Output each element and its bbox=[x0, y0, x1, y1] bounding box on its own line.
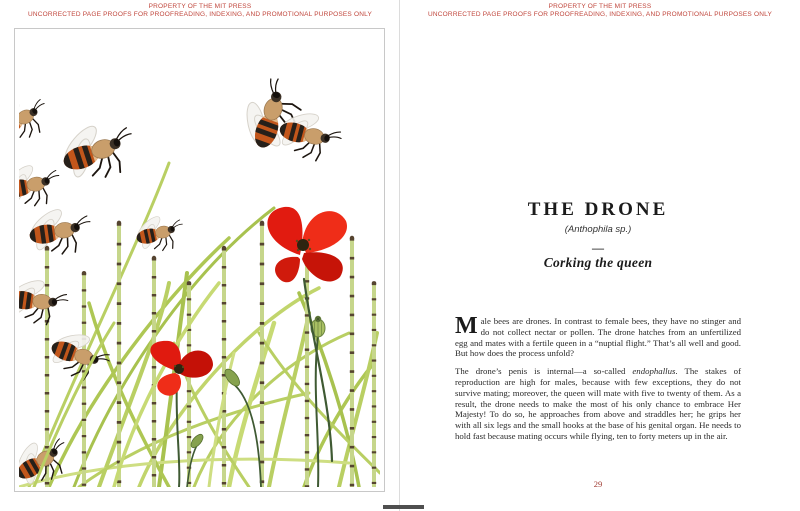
paragraph-text: The drone’s penis is internal—a so-called bbox=[455, 366, 633, 377]
right-page bbox=[400, 0, 800, 511]
paragraph-italic-term: endophallus bbox=[632, 366, 676, 377]
paragraph-text: . The stakes of reproduction are high for males, because with few exceptions, they do not survive mating; moreover, the queen will mate with five to twenty of them. As a result, the drone needs to make the most of his only chance to embrace Her Majesty! To do so, he approaches from above and straddles her; he grips her with all six legs and the small hooks at the base of his genital organ. He needs to hold fast because mating occurs while flying, ten to forty meters up in the air. bbox=[455, 366, 741, 441]
bee-illustration bbox=[19, 87, 187, 487]
title-divider: — bbox=[592, 241, 604, 255]
paragraph bbox=[455, 366, 741, 442]
chapter-title: THE DRONE bbox=[527, 199, 669, 220]
proof-notice-left bbox=[0, 3, 400, 19]
proof-notice-line2: UNCORRECTED PAGE PROOFS FOR PROOFREADING, INDEXING, AND PROMOTIONAL PURPOSES ONLY bbox=[27, 11, 372, 18]
proof-notice-line1: PROPERTY OF THE MIT PRESS bbox=[148, 3, 252, 10]
drop-cap: M bbox=[455, 313, 478, 339]
paragraph-text: ale bees are drones. In contrast to female bees, they have no stinger and do not collect nectar or pollen. The drone hatches from an unfertilized egg and mates with a fertile queen in a “nuptial flight.” That’s all well and good. But how does the process unfold? bbox=[455, 316, 741, 359]
illustration-frame bbox=[14, 28, 385, 492]
page-number: 29 bbox=[593, 479, 603, 489]
paragraph bbox=[455, 313, 741, 359]
bee-poppy-illustration bbox=[19, 33, 380, 487]
mating-bees-illustration bbox=[231, 71, 346, 166]
section-title: Corking the queen bbox=[543, 255, 653, 270]
proof-notice-line2: UNCORRECTED PAGE PROOFS FOR PROOFREADING, INDEXING, AND PROMOTIONAL PURPOSES ONLY bbox=[427, 11, 772, 18]
chapter-species: (Anthophila sp.) bbox=[564, 224, 632, 235]
proof-notice-line1: PROPERTY OF THE MIT PRESS bbox=[548, 3, 652, 10]
body-text bbox=[455, 313, 741, 449]
